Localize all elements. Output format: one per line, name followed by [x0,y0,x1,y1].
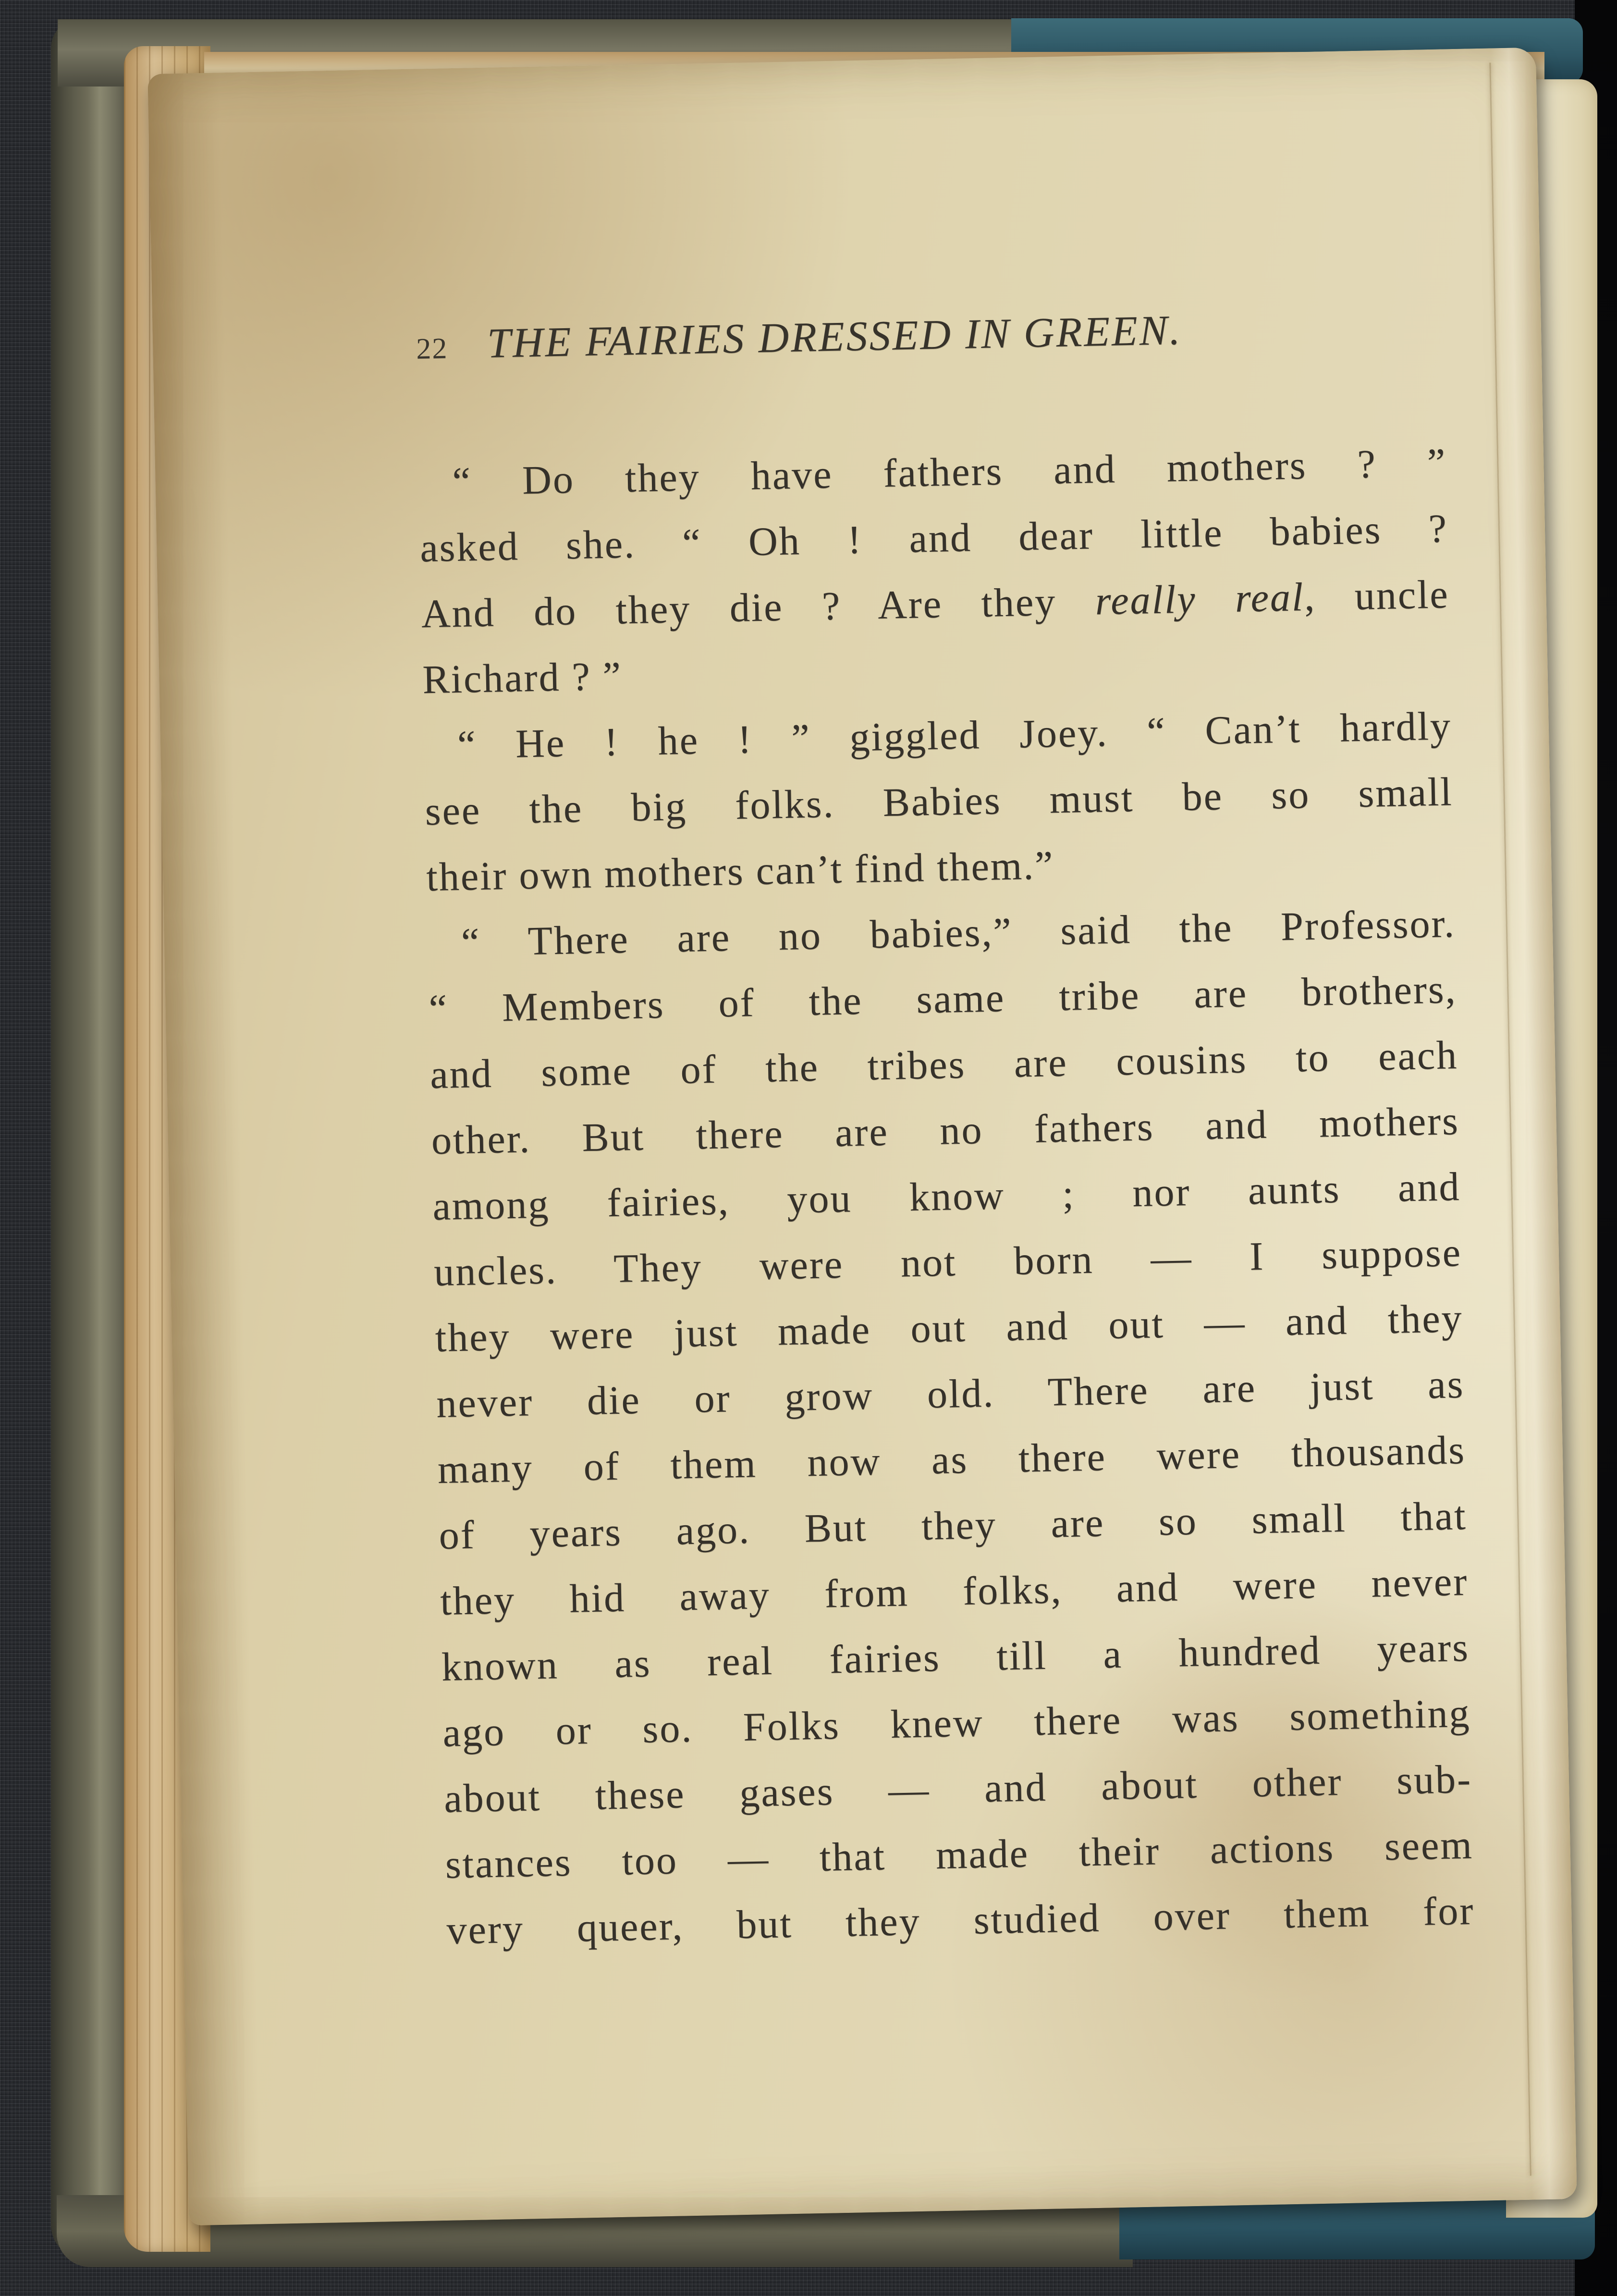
text-line: never die or grow old. There are just as [436,1362,1465,1427]
text-line: many of them now as there were thousands [437,1428,1466,1493]
book-page [147,48,1577,2226]
text-line: other. But there are no fathers and mothers [431,1099,1460,1163]
text-line: their own mothers can’t find them.” [426,843,1055,900]
text-line: asked she. “ Oh ! and dear little babies ? [419,506,1448,571]
text-line: among fairies, you know ; nor aunts and [432,1164,1461,1229]
text-line: “ Members of the same tribe are brothers, [428,967,1458,1032]
text-line: see the big folks. Babies must be so small [424,769,1454,834]
running-title: THE FAIRIES DRESSED IN GREEN. [487,307,1183,367]
text-line: stances too — that made their actions seem [445,1822,1474,1887]
text-segment: , uncle [1304,572,1450,620]
text-line: “ Do they have fathers and mothers ? ” [452,440,1447,505]
text-line: about these gases — and about other sub- [443,1756,1472,1821]
book-cover-left-edge [51,19,133,2259]
text-line: “ He ! he ! ” giggled Joey. “ Can’t hardly [457,704,1452,768]
page-number: 22 [416,332,449,366]
text-line: Richard ? ” [422,654,623,703]
body-text [418,430,1475,1963]
text-line: and some of the tribes are cousins to each [429,1033,1458,1098]
text-line: ago or so. Folks knew there was something [442,1691,1471,1755]
italic-emphasis: really real [1094,575,1305,624]
text-line: “ There are no babies,” said the Professor. [461,901,1456,965]
text-line: known as real fairies till a hundred years [441,1625,1470,1690]
text-segment: And do they die ? Are they [421,579,1096,637]
text-line: uncles. They were not born — I suppose [433,1230,1462,1295]
text-line: they hid away from folks, and were never [440,1559,1469,1624]
text-line: of years ago. But they are so small that [438,1493,1468,1558]
page-header [416,306,1182,370]
text-line: they were just made out and out — and they [434,1296,1464,1361]
text-line: very queer, but they studied over them for [446,1888,1475,1953]
